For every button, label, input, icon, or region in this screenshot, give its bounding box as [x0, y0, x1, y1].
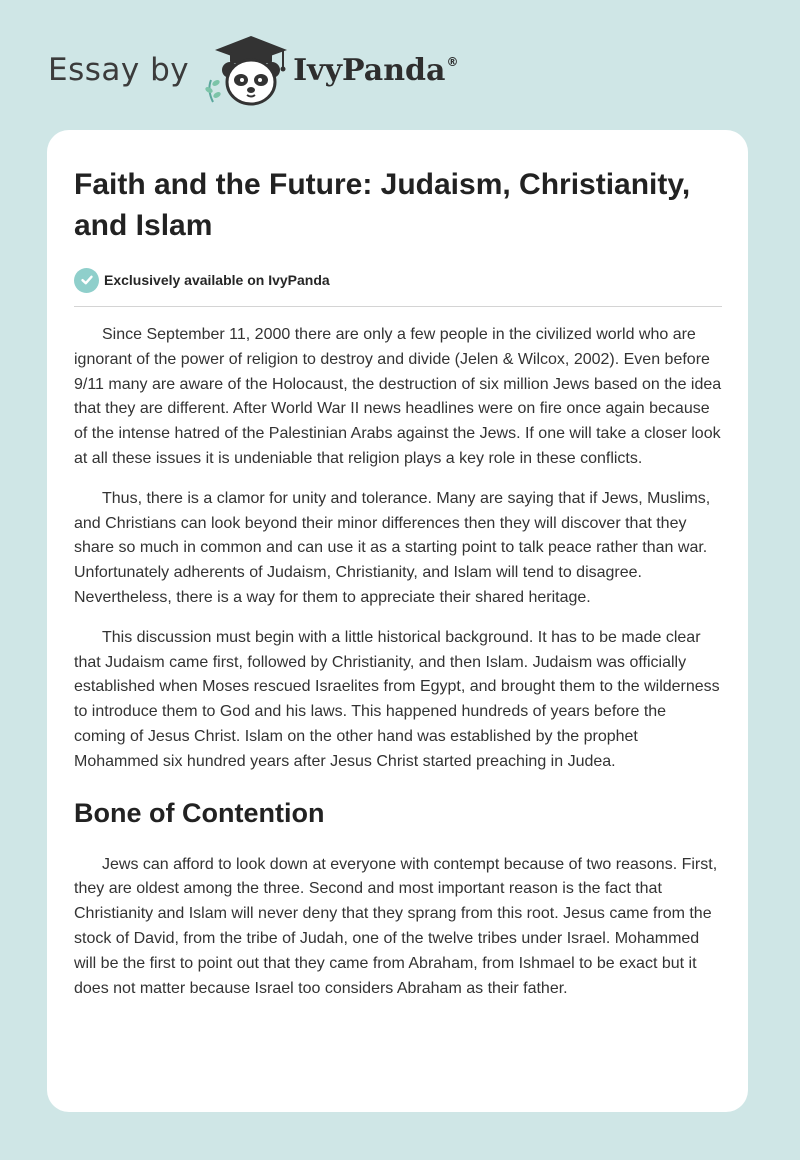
- paragraph: Since September 11, 2000 there are only a few people in the civilized world who are ignorant of the power of religion to destroy and divide (Jelen & Wilcox, 2002). Even before 9/11 many are aware of the Holocaust, the destruction of six million Jews based on the idea that they are different. After World War II news headlines were on fire once again because of the intense hatred of the Palestinian Arabs against the Jews. If one will take a closer look at all these issues it is undeniable that religion plays a key role in these conflicts.: [74, 326, 722, 467]
- paragraph: Thus, there is a clamor for unity and tolerance. Many are saying that if Jews, Muslims, and Christians can look beyond their minor differences then they will discover that they share so much in common and can use it as a starting point to talk peace rather than war. Unfortunately adherents of Judaism, Christianity, and Islam will tend to disagree. Nevertheless, there is a way for them to appreciate their shared heritage.: [74, 489, 711, 606]
- badge-text: Exclusively available on IvyPanda: [104, 272, 330, 288]
- brand-name-text: IvyPanda: [293, 52, 446, 88]
- paragraph: Jews can afford to look down at everyone with contempt because of two reasons. First, they are oldest among the three. Second and most important reason is the fact that Christianity and Islam will never deny that they sprang from this root. Jesus came from the stock of David, from the tribe of Judah, one of the twelve tribes under Israel. Mohammed will be the first to point out that they came from Abraham, from Ishmael to be exact but it does not matter because Israel too considers Abraham as their father.: [74, 855, 718, 997]
- essay-title: Faith and the Future: Judaism, Christianity, and Islam: [74, 168, 691, 242]
- essay-by-label: Essay by: [48, 52, 190, 88]
- essay-card: [47, 130, 748, 1112]
- graduation-cap-panda-icon[interactable]: [203, 30, 291, 110]
- exclusive-badge: [74, 266, 722, 294]
- check-circle-icon: [74, 268, 99, 293]
- registered-mark: ®: [446, 54, 459, 69]
- paragraph: This discussion must begin with a little historical background. It has to be made clear that Judaism came first, followed by Christianity, and then Islam. Judaism was officially established when Moses rescued Israelites from Egypt, and brought them to the wilderness to introduce them to God and his laws. This happened hundreds of years before the coming of Jesus Christ. Islam on the other hand was established by the prophet Mohammed six hundred years after Jesus Christ started preaching in Judea.: [74, 628, 720, 770]
- section-heading: Bone of Contention: [74, 797, 325, 828]
- brand-name[interactable]: [293, 53, 458, 88]
- divider: [74, 306, 722, 307]
- site-header: [48, 30, 458, 110]
